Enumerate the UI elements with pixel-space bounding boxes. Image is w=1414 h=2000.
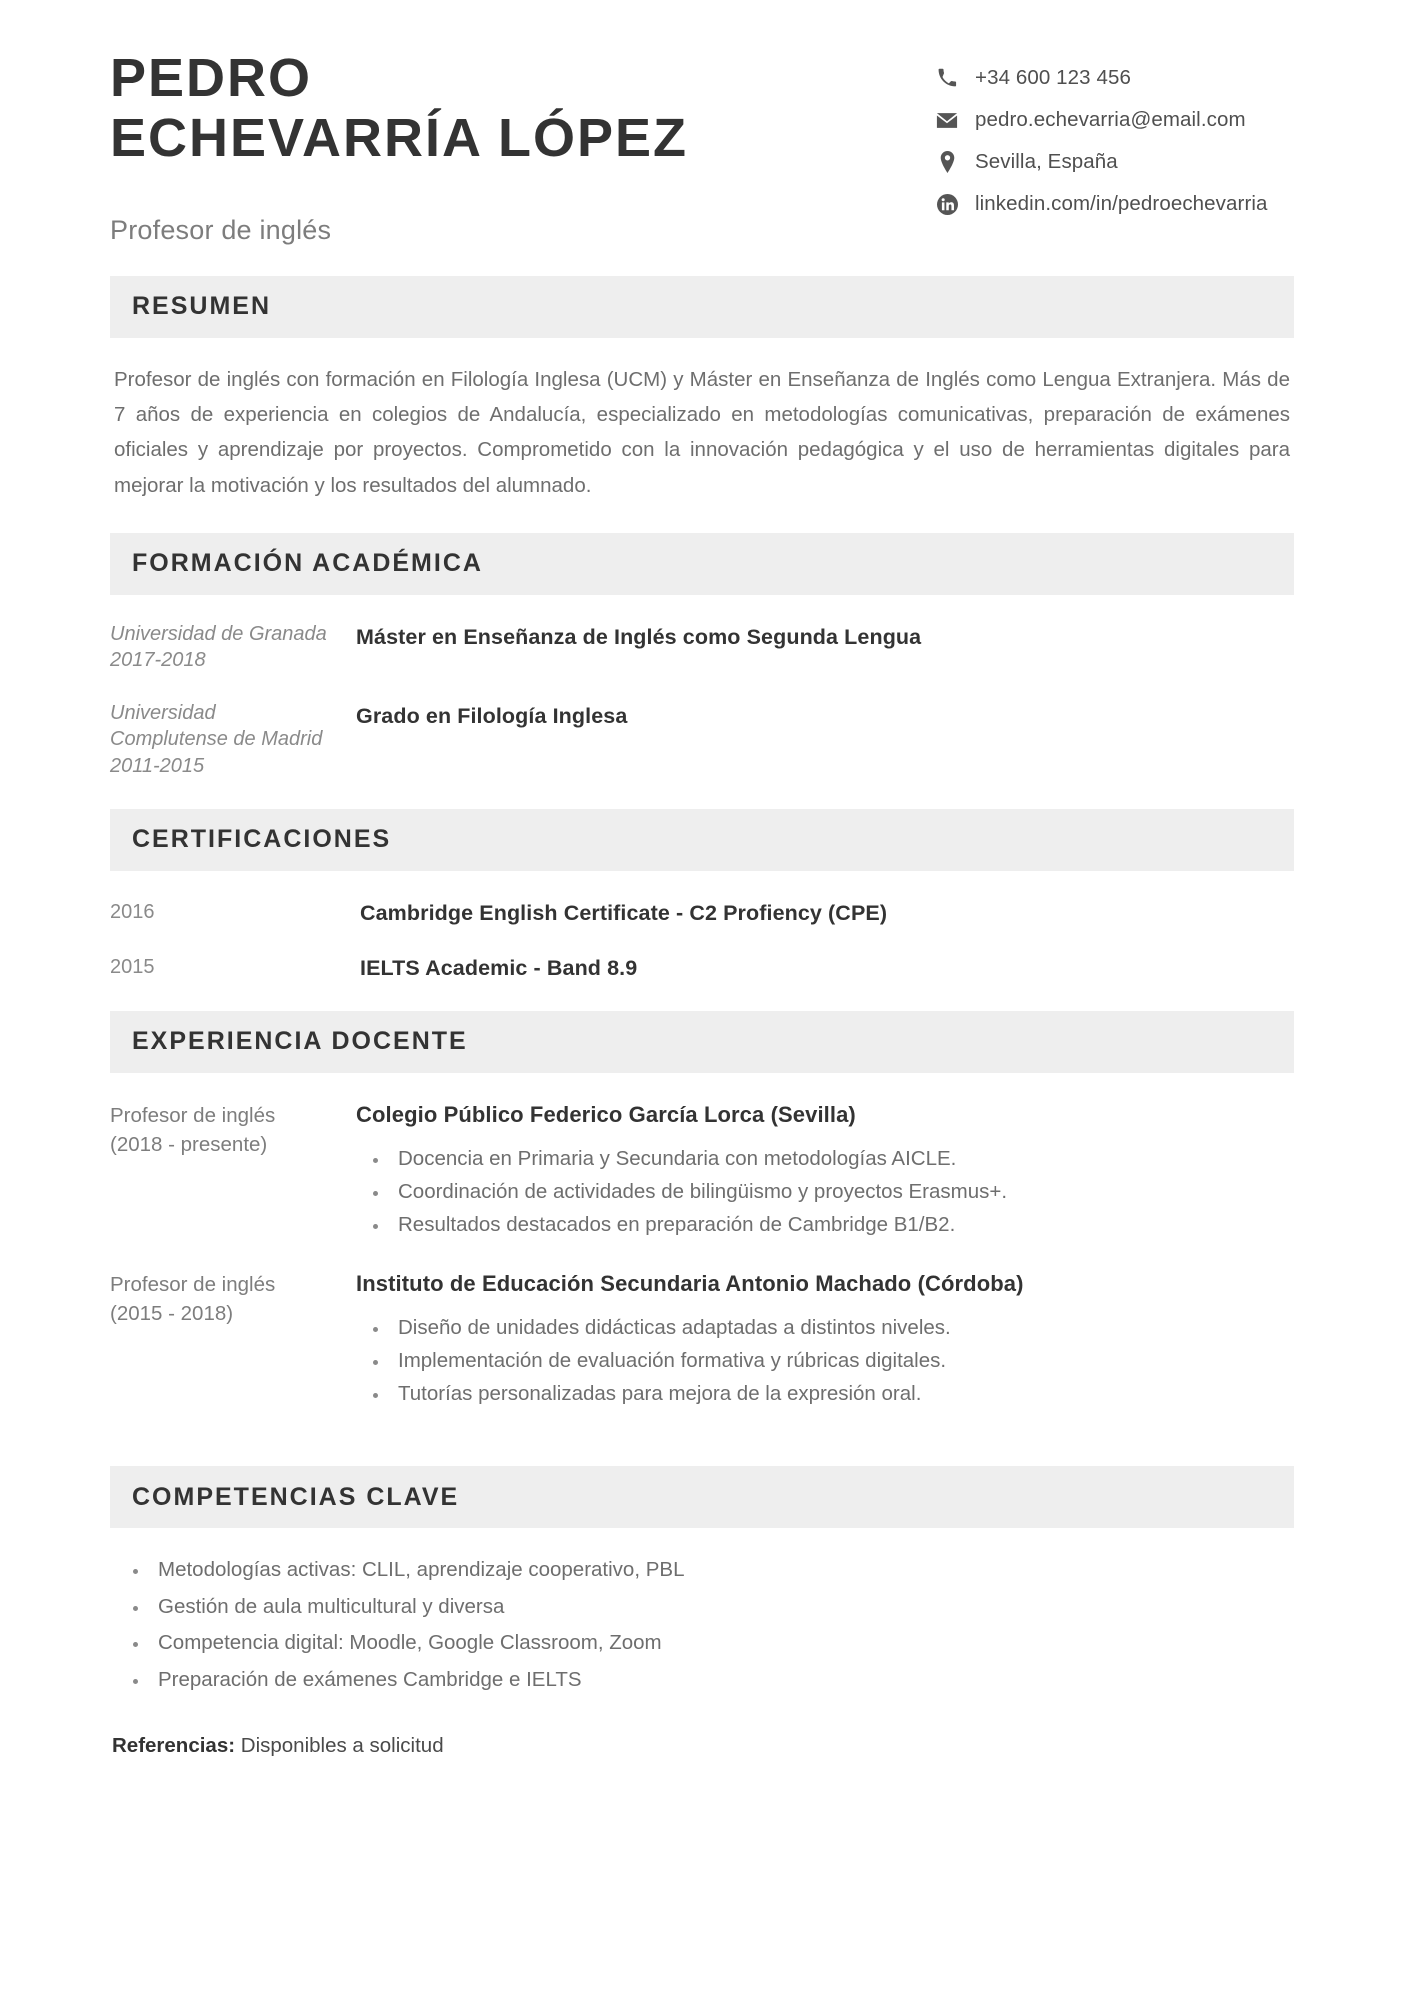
job-title: Profesor de inglés [110,214,332,245]
education-dates: 2017-2018 [110,649,206,672]
experience-role: Profesor de inglés [110,1103,276,1127]
experience-bullet: • Implementación de evaluación formativa y rúbricas digitales. [390,1344,1294,1377]
education-entry [110,621,1294,674]
references-label: Referencias: [112,1734,236,1758]
education-detail [356,700,1294,729]
education-entry [110,700,1294,779]
candidate-name [110,48,688,169]
phone-icon [934,67,960,89]
certification-detail [356,956,1294,981]
resume-header [110,0,1294,246]
contact-row-linkedin[interactable] [934,192,1294,216]
experience-organization: Colegio Público Federico García Lorca (Sevilla) [356,1101,856,1127]
contact-row-email[interactable] [934,108,1294,132]
skill-item: • Metodologías activas: CLIL, aprendizaje cooperativo, PBL [150,1552,1294,1588]
contact-value-location: Sevilla, España [975,150,1118,173]
experience-role: Profesor de inglés [110,1272,276,1296]
education-institution: Universidad Complutense de Madrid [110,701,323,751]
section-band-education [110,533,1294,595]
section-band-skills [110,1466,1294,1528]
experience-period: (2018 - presente) [110,1133,268,1156]
references-value: Disponibles a solicitud [240,1734,444,1758]
experience-bullet: • Diseño de unidades didácticas adaptadas a distintos niveles. [390,1311,1294,1344]
experience-bullet: • Tutorías personalizadas para mejora de la expresión oral. [390,1377,1294,1410]
certification-entry [110,956,1294,981]
section-band-experience [110,1011,1294,1073]
certification-year: 2016 [110,900,155,923]
certification-year: 2015 [110,955,155,978]
experience-meta [110,1270,356,1328]
contact-value-email: pedro.echevarria@email.com [975,108,1246,131]
section-heading-summary: RESUMEN [132,292,272,321]
references-line [110,1734,1294,1758]
section-band-summary [110,276,1294,338]
education-degree: Máster en Enseñanza de Inglés como Segunda Lengua [356,624,922,649]
experience-bullet: • Resultados destacados en preparación de Cambridge B1/B2. [390,1208,1294,1241]
section-band-certifications [110,809,1294,871]
contact-row-location[interactable] [934,150,1294,174]
section-heading-skills: COMPETENCIAS CLAVE [132,1482,460,1511]
education-meta [110,621,356,674]
skills-list [110,1552,1294,1698]
name-line-2: ECHEVARRÍA LÓPEZ [110,108,689,169]
section-heading-education: FORMACIÓN ACADÉMICA [132,549,483,578]
linkedin-icon [934,193,960,215]
experience-detail [356,1270,1294,1411]
education-dates: 2011-2015 [110,754,205,777]
section-heading-experience: EXPERIENCIA DOCENTE [132,1027,468,1056]
certification-meta [110,956,356,979]
experience-detail [356,1101,1294,1242]
summary-text: Profesor de inglés con formación en Filología Inglesa (UCM) y Máster en Enseñanza de Inglés como Lengua Extranjera. Más de 7 años de experiencia en colegios de Andalucía, especializado en metodologías comunicativas, preparación de exámenes oficiales y aprendizaje por proyectos. Comprometido con la innovación pedagógica y el uso de herramientas digitales para mejorar la motivación y los resultados del alumnado. [114,367,1290,497]
certification-name: Cambridge English Certificate - C2 Profiency (CPE) [360,900,888,925]
experience-organization: Instituto de Educación Secundaria Antonio Machado (Córdoba) [356,1270,1024,1296]
email-icon [934,109,960,131]
contact-value-linkedin: linkedin.com/in/pedroechevarria [975,192,1268,215]
name-line-1: PEDRO [110,48,313,108]
experience-bullet: • Coordinación de actividades de bilingüismo y proyectos Erasmus+. [390,1175,1294,1208]
experience-bullet: • Docencia en Primaria y Secundaria con metodologías AICLE. [390,1142,1294,1175]
certification-name: IELTS Academic - Band 8.9 [360,955,638,980]
education-institution: Universidad de Granada [110,622,327,645]
skill-item: • Gestión de aula multicultural y diversa [150,1589,1294,1625]
experience-entry [110,1101,1294,1242]
contact-value-phone: +34 600 123 456 [975,66,1131,89]
experience-entry [110,1270,1294,1411]
section-heading-certifications: CERTIFICACIONES [132,825,392,854]
education-meta [110,700,356,779]
certification-detail [356,901,1294,926]
skill-item: • Preparación de exámenes Cambridge e IELTS [150,1662,1294,1698]
contact-block [934,48,1294,216]
education-detail [356,621,1294,650]
certification-entry [110,901,1294,926]
identity-block [110,48,688,246]
education-degree: Grado en Filología Inglesa [356,703,628,728]
contact-row-phone[interactable] [934,66,1294,90]
experience-period: (2015 - 2018) [110,1301,234,1325]
experience-bullet-list [356,1142,1294,1242]
experience-bullet-list [356,1311,1294,1411]
skill-item: • Competencia digital: Moodle, Google Classroom, Zoom [150,1625,1294,1661]
certification-meta [110,901,356,924]
experience-meta [110,1101,356,1159]
location-pin-icon [934,151,960,173]
